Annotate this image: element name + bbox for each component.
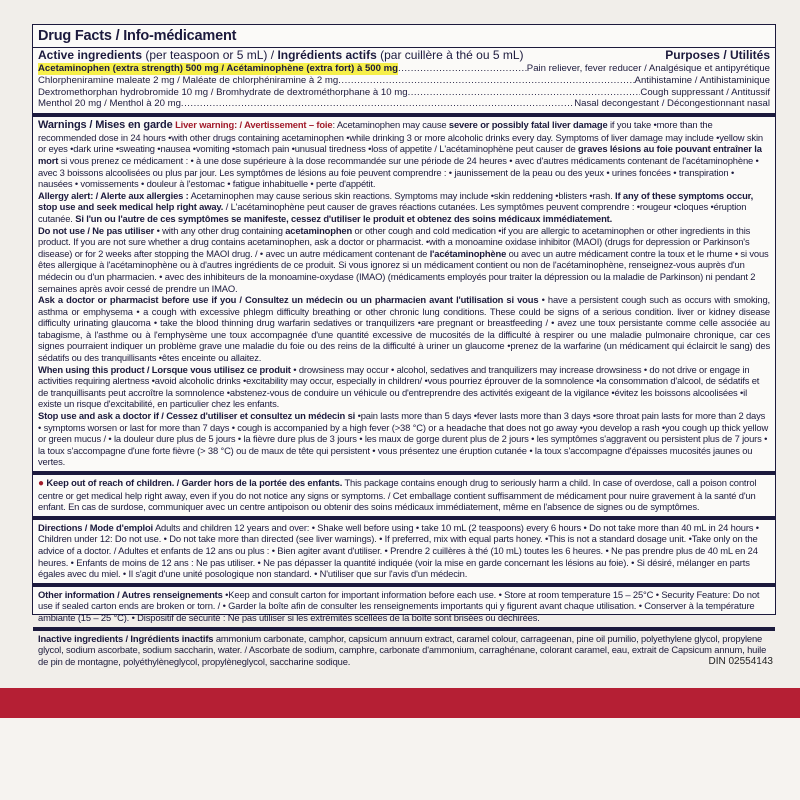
directions-section: Directions / Mode d'emploi Adults and children 12 years and over: • Shake well before using • take 10 mL (2 teaspoons) every 6 hours • Do not take more than 40 mL in 24 hours • Children under 12: Do not use. • Do not take more than directed (see liver warnings). • If preferred, mix with equal parts honey. •This is not a standard dosage unit. •Take only on the advice of a doctor. / Adultes et enfants de 12 ans ou plus : • Bien agiter avant d'utiliser. • Prendre 2 cuillères à thé (10 mL) toutes les 6 heures. • Ne pas prendre plus de 40 mL en 24 heures. • Enfants de moins de 12 ans : Ne pas utiliser. • Ne pas dépasser la quantité indiquée (voir la mise en garde concernant les lésions au foie). • Si désiré, mélanger en parts égales avec du miel. • Il s'agit d'une unité posologique non standard. • N'utiliser que sur l'avis d'un médecin. [38, 521, 759, 580]
keep-out-label: Keep out of reach of children. / Garder hors de la portée des enfants. [46, 477, 343, 488]
other-info-section: Other information / Autres renseignements •Keep and consult carton for important information before each use. • Store at room temperature 15 – 25°C • Security Feature: Do not use if sealed carton ends are broken or torn. / • Garder la boîte afin de consulter les renseignements importants qui y figurent avant chaque utilisation. • Conserver à la température ambiante (15 – 25 °C). • Dispositif de sécurité : Ne pas utiliser si les extrémités scellées de la boîte sont brisées ou déchirées. [38, 588, 760, 623]
purposes-heading: Purposes / Utilités [665, 48, 770, 62]
allergy-alert-label: Allergy alert: / Alerte aux allergies : [38, 189, 189, 201]
keep-out-section: ● Keep out of reach of children. / Garder hors de la portée des enfants. This package contains enough drug to seriously harm a child. In case of overdose, call a poison control centre or get medical help right away, even if you do not notice any signs or symptoms. / Cet emballage contient suffisamment de médicament pour nuire gravement à la santé d'un enfant. En cas de surdose, communiquer avec un centre antipoison ou obtenir des soins médicaux immédiatement, même en l'absence de signes ou de symptômes. [38, 477, 757, 513]
liver-warning-label: Liver warning: / Avertissement – foie [175, 119, 333, 131]
din-number: DIN 02554143 [708, 656, 773, 667]
ask-doctor-label: Ask a doctor or pharmacist before use if you / Consultez un médecin ou un pharmacien avant l'utilisation si vous [38, 294, 539, 306]
other-info-label: Other information / Autres renseignements [38, 588, 223, 600]
active-ingredient-row: Acetaminophen (extra strength) 500 mg / Acétaminophène (extra fort) à 500 mg ..... Pain reliever, fever reducer / Analgésique et antipyrétique [33, 63, 775, 75]
bottom-background [0, 718, 800, 800]
drug-facts-title: Drug Facts / Info-médicament [33, 25, 775, 48]
bottom-color-band [0, 688, 800, 718]
inactive-section: Inactive ingredients / Ingrédients inactifs ammonium carbonate, camphor, capsicum annuum extract, caramel colour, carrageenan, pine oil pumilio, polyethylene glycol, propylene glycol, sodium ascorbate, sodium saccharin, water. / Ascorbate de sodium, camphre, carbonate d'ammonium, carraghénane, colorant caramel, eau, extrait de Capsicum annum, huile de pin de montagne, polyéthylèneglycol, propylèneglycol, saccharine sodique. [38, 632, 767, 667]
active-ingredient-row: Menthol 20 mg / Menthol à 20 mg ..... Nasal decongestant / Décongestionnant nasal [33, 98, 775, 110]
when-using-label: When using this product / Lorsque vous utilisez ce produit [38, 363, 291, 375]
directions-label: Directions / Mode d'emploi [38, 521, 154, 533]
section-divider [33, 471, 775, 475]
section-divider [33, 516, 775, 520]
section-divider [33, 627, 775, 631]
stop-use-label: Stop use and ask a doctor if / Cessez d'utiliser et consultez un médecin si [38, 410, 356, 422]
active-ingredient-row: Chlorpheniramine maleate 2 mg / Maléate de chlorphéniramine à 2 mg ..... Antihistamine / Antihistaminique [33, 75, 775, 87]
bullet-dot-icon: ● [38, 478, 44, 489]
do-not-use-label: Do not use / Ne pas utiliser [38, 224, 155, 236]
active-ingredient-row: Dextromethorphan hydrobromide 10 mg / Bromhydrate de dextrométhorphane à 10 mg ..... Cough suppressant / Antitussif [33, 87, 775, 99]
warnings-section: Warnings / Mises en garde Liver warning: / Avertissement – foie: Acetaminophen may cause severe or possibly fatal liver damage if you take •more than the recommended dose in 24 hours •with other drugs containing acetaminophen •while drinking 3 or more alcoholic drinks every day. Symptoms of liver damage may include •yellow skin or eyes •dark urine •sweating •nausea •vomiting •stomach pain •unusual tiredness •loss of appetite / L'acétaminophène peut causer de graves lésions au foie pouvant entraîner la mort si vous prenez ce médicament : • à une dose supérieure à la dose recommandée sur une période de 24 heures • avec d'autres médicaments contenant de l'acétaminophène • avec 3 boissons alcoolisées ou plus par jour. Les symptômes de lésions au foie peuvent comprendre : • jaunissement de la peau ou des yeux • urines foncées • transpiration • nausées • vomissements • douleur à l'estomac • fatigue inhabituelle • perte d'appétit. Allergy alert: / Alerte aux allergies : Acetaminophen may cause serious skin reactions. Symptoms may include •skin reddening •blisters •rash. If any of these symptoms occur, stop use and seek medical help right away. / L'acétaminophène peut causer de graves réactions cutanées. Les symptômes peuvent comprendre : •rougeur •cloques •éruption cutanée. Si l'un ou l'autre de ces symptômes se manifeste, cessez d'utiliser le produit et obtenez des soins médicaux immédiatement. Do not use / Ne pas utiliser • with any other drug containing acetaminophen or other cough and cold medication •if you are allergic to acetaminophen or other ingredients in this product. If you are not sure whether a drug contains acetaminophen, ask a doctor or pharmacist. •with a monoamine oxidase inhibitor (MAOI) (drugs for depression or Parkinson's disease) or for 2 weeks after stopping the MAOI drug. / • avec un autre médicament contenant de l'acétaminophène ou avec un autre médicament contre la toux et le rhume • si vous êtes allergique à l'acétaminophène ou à d'autres ingrédients de ce produit. Si vous ignorez si un médicament contient ou non de l'acétaminophène, renseignez-vous auprès d'un médecin ou d'un pharmacien. • avec des inhibiteurs de la monoamine-oxydase (IMAO) (médicaments employés pour traiter la dépression ou la maladie de Parkinson) ni pendant 2 semaines après avoir cessé de prendre un IMAO. Ask a doctor or pharmacist before use if you / Consultez un médecin ou un pharmacien avant l'utilisation si vous • have a persistent cough such as occurs with smoking, asthma or emphysema • a cough with excessive phlegm difficulty breathing or other chronic lung conditions. These could be signs of a serious condition. liver or kidney disease difficulty urinating glaucoma • take the blood thinning drug warfarin sedatives or tranquilizers •are pregnant or breastfeeding / • avez une toux persistante comme celle associée au tabagisme, à l'asthme ou à l'emphysème une toux accompagnée d'une quantité excessive de mucosités de la difficulté à respirer ou une maladie pulmonaire chronique, car ces signes pourraient indiquer un problème grave une maladie du foie ou des reins de la difficulté à uriner un glaucome •prenez de la warfarine (un médicament qui éclaircit le sang) des sédatifs ou des tranquillisants •êtes enceinte ou allaitez. When using this product / Lorsque vous utilisez ce produit • drowsiness may occur • alcohol, sedatives and tranquilizers may increase drowsiness • do not drive or engage in activities requiring alertness •avoid alcoholic drinks •excitability may occur, especially in children/ •vous pourriez éprouver de la somnolence •la consommation d'alcool, de sédatifs et de tranquillisants peut accroître la somnolence •abstenez-vous de conduire un véhicule ou d'entreprendre des activités exigeant de la vigilance •évitez les boissons alcoolisées •il existe un risque d'excitabilité, en particulier chez les enfants. Stop use and ask a doctor if / Cessez d'utiliser et consultez un médecin si •pain lasts more than 5 days •fever lasts more than 3 days •sore throat pain lasts for more than 2 days • symptoms worsen or last for more than 7 days • cough is accompanied by a high fever (>38 °C) or a headache that does not go away •you develop a rash •you cough up thick yellow or green mucus / • la douleur dure plus de 5 jours • la fièvre dure plus de 3 jours • les maux de gorge durent plus de 2 jours • les symptômes s'aggravent ou persistent plus de 7 jours • la toux s'accompagne d'une forte fièvre (> 38 °C) ou de maux de tête qui persistent • vous présentez une éruption cutanée • la toux s'accompagne d'épaisses mucosités jaunes ou vertes. [38, 119, 770, 468]
actives-heading: Active ingredients [38, 48, 143, 62]
section-divider [33, 113, 775, 117]
section-divider [33, 583, 775, 587]
actives-heading-row: Active ingredients (per teaspoon or 5 mL) / Ingrédients actifs (par cuillère à thé ou 5 mL) Purposes / Utilités [38, 48, 770, 62]
warnings-heading: Warnings / Mises en garde [38, 119, 173, 132]
inactive-label: Inactive ingredients / Ingrédients inactifs [38, 632, 214, 644]
